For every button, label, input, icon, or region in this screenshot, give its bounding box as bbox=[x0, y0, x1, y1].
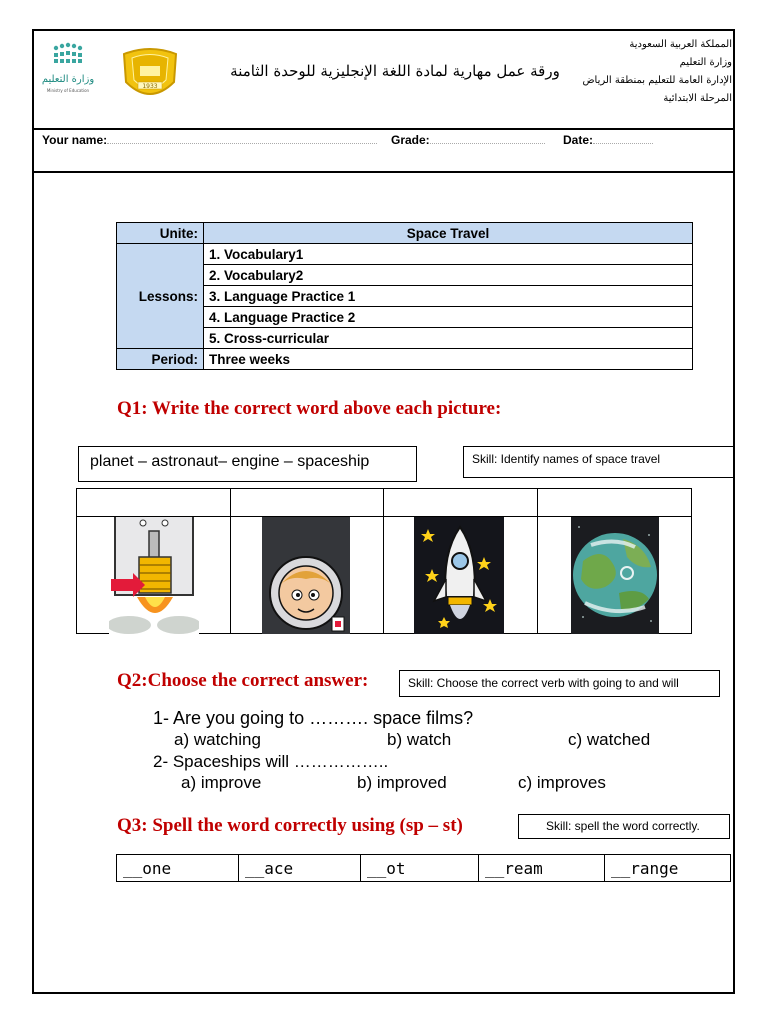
q3-spelling-row bbox=[116, 854, 731, 882]
q1-word-bank: planet – astronaut– engine – spaceship bbox=[78, 446, 417, 482]
lesson-item: 3. Language Practice 1 bbox=[204, 286, 693, 307]
astronaut-picture bbox=[262, 517, 350, 634]
q2-option[interactable]: a) improve bbox=[181, 773, 262, 792]
date-label: Date: bbox=[563, 133, 653, 147]
spelling-blank[interactable]: __ream bbox=[479, 855, 605, 882]
spaceship-picture bbox=[414, 517, 504, 634]
name-label: Your name: bbox=[42, 133, 377, 147]
arabic-line: المملكة العربية السعودية bbox=[629, 39, 732, 50]
q1-picture-grid bbox=[76, 488, 692, 634]
svg-text:Ministry of Education: Ministry of Education bbox=[46, 88, 90, 93]
q2-question-2: 2- Spaceships will …………….. bbox=[153, 752, 389, 771]
picture-cell bbox=[538, 489, 692, 633]
q2-skill-box: Skill: Choose the correct verb with going to and will bbox=[399, 670, 720, 697]
q1-skill-box: Skill: Identify names of space travel bbox=[463, 446, 735, 478]
unite-label: Unite: bbox=[117, 223, 204, 244]
q2-option[interactable]: a) watching bbox=[174, 730, 261, 749]
arabic-ministry-header bbox=[582, 36, 732, 108]
q2-option[interactable]: b) improved bbox=[357, 773, 447, 792]
spelling-blank[interactable]: __ace bbox=[239, 855, 361, 882]
lesson-item: 5. Cross-curricular bbox=[204, 328, 693, 349]
picture-cell bbox=[384, 489, 538, 633]
spelling-blank[interactable]: __range bbox=[611, 859, 679, 878]
q2-option[interactable]: c) watched bbox=[568, 730, 651, 749]
arabic-line: وزارة التعليم bbox=[679, 57, 732, 68]
lessons-label: Lessons: bbox=[117, 244, 204, 349]
picture-cell bbox=[231, 489, 385, 633]
q1-title: Q1: Write the correct word above each picture: bbox=[117, 398, 502, 419]
name-row-divider bbox=[32, 171, 735, 173]
unite-value: Space Travel bbox=[204, 223, 693, 244]
planet-picture bbox=[571, 517, 659, 634]
q2-option[interactable]: b) watch bbox=[387, 730, 452, 749]
lesson-item: 2. Vocabulary2 bbox=[204, 265, 693, 286]
school-emblem bbox=[118, 46, 182, 104]
arabic-worksheet-title: ورقة عمل مهارية لمادة اللغة الإنجليزية للوحدة الثامنة bbox=[230, 62, 560, 80]
q2-title: Q2:Choose the correct answer: bbox=[117, 670, 369, 691]
unit-info-table bbox=[116, 222, 693, 370]
period-value: Three weeks bbox=[204, 349, 693, 370]
engine-picture bbox=[109, 517, 199, 634]
lesson-item: 4. Language Practice 2 bbox=[204, 307, 693, 328]
grade-label: Grade: bbox=[391, 133, 545, 147]
svg-text:1933: 1933 bbox=[142, 83, 158, 90]
q3-skill-box: Skill: spell the word correctly. bbox=[518, 814, 730, 839]
lesson-item: 1. Vocabulary1 bbox=[204, 244, 693, 265]
ministry-of-education-logo bbox=[42, 42, 94, 98]
picture-cell bbox=[77, 489, 231, 633]
period-label: Period: bbox=[117, 349, 204, 370]
spelling-blank[interactable]: __ot bbox=[361, 855, 479, 882]
q3-title: Q3: Spell the word correctly using (sp – st) bbox=[117, 815, 463, 836]
arabic-line: الإدارة العامة للتعليم بمنطقة الرياض bbox=[582, 75, 732, 86]
header-divider bbox=[32, 128, 735, 130]
spelling-blank[interactable]: __one bbox=[117, 855, 239, 882]
svg-text:وزارة التعليم: وزارة التعليم bbox=[42, 74, 94, 85]
q2-option[interactable]: c) improves bbox=[518, 773, 606, 792]
arabic-line: المرحلة الابتدائية bbox=[663, 93, 732, 104]
q2-question-1: 1- Are you going to ………. space films? bbox=[153, 708, 474, 728]
